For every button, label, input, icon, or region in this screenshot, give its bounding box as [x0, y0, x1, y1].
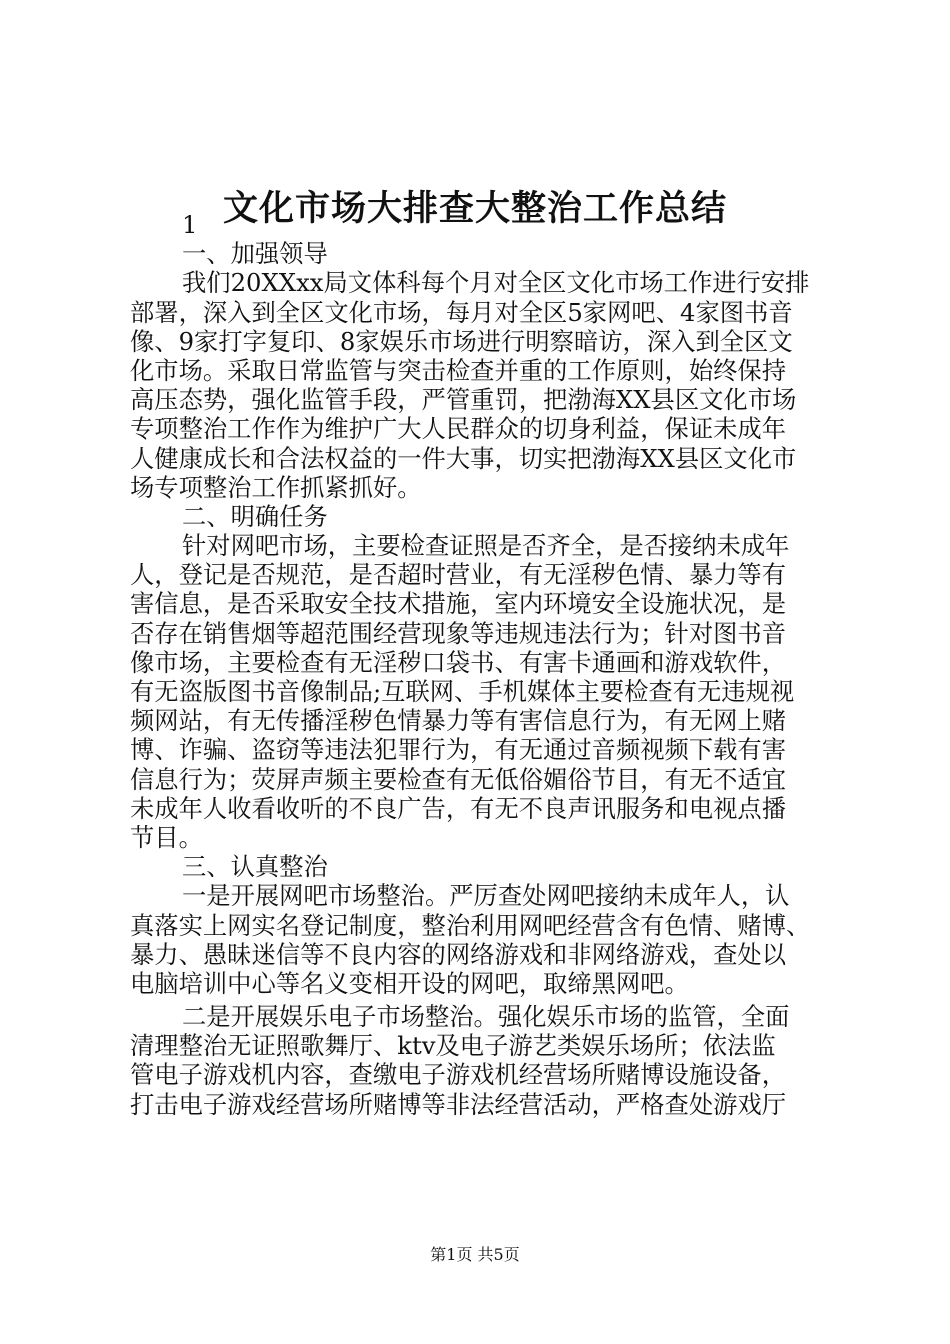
body-line: 三、认真整治 [182, 852, 328, 882]
body-line: 部署，深入到全区文化市场，每月对全区5家网吧、4家图书音 [130, 297, 793, 327]
body-line: 未成年人收看收听的不良广告，有无不良声讯服务和电视点播 [130, 793, 787, 823]
body-line: 像、9家打字复印、8家娱乐市场进行明察暗访，深入到全区文 [130, 326, 793, 356]
body-line: 我们20XXxx局文体科每个月对全区文化市场工作进行安排 [182, 268, 810, 298]
body-line: 清理整治无证照歌舞厅、ktv及电子游艺类娱乐场所；依法监 [130, 1031, 776, 1061]
body-line: 化市场。采取日常监管与突击检查并重的工作原则，始终保持 [130, 355, 787, 385]
body-line: 人健康成长和合法权益的一件大事，切实把渤海XX县区文化市 [130, 443, 797, 473]
body-line: 害信息，是否采取安全技术措施，室内环境安全设施状况，是 [130, 589, 787, 619]
document-title: 文化市场大排查大整治工作总结 [222, 188, 727, 229]
body-line: 专项整治工作作为维护广大人民群众的切身利益，保证未成年 [130, 414, 787, 444]
body-line: 节目。 [130, 822, 203, 852]
body-line: 频网站，有无传播淫秽色情暴力等有害信息行为，有无网上赌 [130, 706, 787, 736]
body-line: 人，登记是否规范，是否超时营业，有无淫秽色情、暴力等有 [130, 560, 787, 590]
body-line: 二是开展娱乐电子市场整治。强化娱乐市场的监管，全面 [182, 1002, 790, 1032]
body-line: 二、明确任务 [182, 501, 328, 531]
body-line: 真落实上网实名登记制度，整治利用网吧经营含有色情、赌博、 [130, 910, 811, 940]
page-footer: 第1页 共5页 [430, 1245, 520, 1264]
body-line: 打击电子游戏经营场所赌博等非法经营活动，严格查处游戏厅 [130, 1089, 787, 1119]
body-line: 一、加强领导 [182, 239, 328, 269]
body-line: 博、诈骗、盗窃等违法犯罪行为，有无通过音频视频下载有害 [130, 735, 787, 765]
document-body [130, 210, 830, 1119]
body-line: 场专项整治工作抓紧抓好。 [130, 472, 422, 502]
body-line: 一是开展网吧市场整治。严厉查处网吧接纳未成年人，认 [182, 881, 790, 911]
body-line: 信息行为；荧屏声频主要检查有无低俗媚俗节目，有无不适宜 [130, 764, 787, 794]
body-line: 高压态势，强化监管手段，严管重罚，把渤海XX县区文化市场 [130, 385, 797, 415]
body-line: 电脑培训中心等名义变相开设的网吧，取缔黑网吧。 [130, 968, 689, 998]
body-line: 暴力、愚昧迷信等不良内容的网络游戏和非网络游戏，查处以 [130, 939, 787, 969]
body-line: 针对网吧市场，主要检查证照是否齐全，是否接纳未成年 [182, 531, 790, 561]
body-line: 否存在销售烟等超范围经营现象等违规违法行为；针对图书音 [130, 618, 787, 648]
body-line: 有无盗版图书音像制品;互联网、手机媒体主要检查有无违规视 [130, 677, 795, 706]
body-line: 管电子游戏机内容，查缴电子游戏机经营场所赌博设施设备， [130, 1060, 787, 1090]
body-line: 像市场，主要检查有无淫秽口袋书、有害卡通画和游戏软件， [130, 647, 787, 677]
body-line: 1 [182, 210, 198, 239]
